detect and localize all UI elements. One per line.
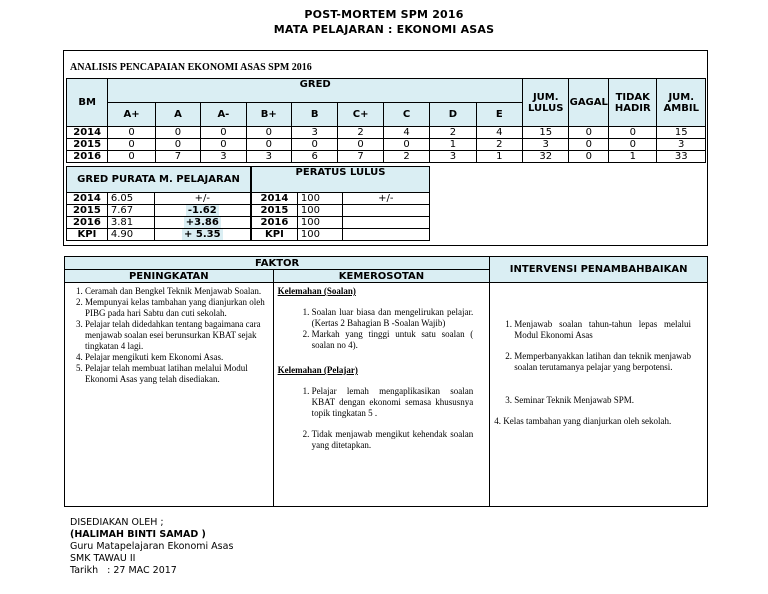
tidak-hadir-count: 0 [609, 127, 657, 139]
grade-count: 1 [430, 139, 476, 151]
prepared-by-label: DISEDIAKAN OLEH ; [70, 517, 164, 528]
table-row [67, 151, 706, 163]
gpmp-value: 6.05 [107, 193, 154, 205]
list-item: 1. Pelajar lemah mengaplikasikan soalan KBAT dengan ekonomi semasa khususnya topik tingkatan 5 . [312, 386, 474, 419]
gagal-count: 0 [569, 151, 609, 163]
year-cell: 2015 [67, 139, 108, 151]
school-name: SMK TAWAU II [70, 553, 136, 564]
lulus-count: 15 [523, 127, 569, 139]
grade-count: 0 [246, 127, 291, 139]
year-cell: 2014 [252, 193, 298, 205]
intervensi-extra: 4. Kelas tambahan yang dianjurkan oleh sekolah. [494, 416, 672, 426]
grade-count: 3 [201, 151, 246, 163]
tidak-hadir-header: TIDAK HADIR [609, 79, 657, 127]
grade-count: 4 [383, 127, 429, 139]
grade-count: 3 [292, 127, 338, 139]
list-item: 1. Menjawab soalan tahun-tahun lepas melalui Modul Ekonomi Asas [514, 319, 691, 341]
kemerosotan-cell [273, 283, 490, 507]
gagal-count: 0 [569, 127, 609, 139]
year-cell: 2014 [67, 127, 108, 139]
list-item: 4. Pelajar mengikuti kem Ekonomi Asas. [85, 352, 269, 363]
kelemahan-soalan-label: Kelemahan (Soalan) [277, 286, 356, 296]
grade-count: 0 [155, 127, 200, 139]
kemerosotan-header: KEMEROSOTAN [273, 270, 490, 283]
intervensi-list [494, 319, 691, 406]
grade-count: 0 [155, 139, 200, 151]
list-item: 2. Tidak menjawab mengikut kehendak soalan yang ditetapkan. [312, 429, 474, 451]
grade-count: 7 [338, 151, 383, 163]
date-value: : 27 MAC 2017 [107, 565, 177, 576]
grade-header: A [155, 103, 200, 127]
analysis-title: ANALISIS PENCAPAIAN EKONOMI ASAS SPM 2016 [70, 62, 312, 73]
intervensi-header: INTERVENSI PENAMBAHBAIKAN [490, 257, 708, 283]
gpmp-value: 4.90 [107, 229, 154, 241]
date-line [70, 565, 177, 577]
grade-count: 0 [108, 139, 155, 151]
list-item: 1. Soalan luar biasa dan mengelirukan pelajar. (Kertas 2 Bahagian B -Soalan Wajib) [312, 307, 474, 329]
grade-count: 3 [246, 151, 291, 163]
year-cell: 2014 [67, 193, 108, 205]
grade-header: D [430, 103, 476, 127]
grade-count: 2 [476, 139, 522, 151]
year-cell: 2015 [67, 205, 108, 217]
gpmp-value: 3.81 [107, 217, 154, 229]
document-subtitle: MATA PELAJARAN : EKONOMI ASAS [273, 23, 495, 36]
gpmp-value: 7.67 [107, 205, 154, 217]
ambil-count: 33 [657, 151, 706, 163]
table-row [67, 127, 706, 139]
grade-count: 0 [201, 127, 246, 139]
year-cell: 2016 [67, 217, 108, 229]
gred-header: GRED [108, 79, 523, 103]
gpmp-diff: -1.62 [187, 205, 217, 216]
list-item: 1. Ceramah dan Bengkel Teknik Menjawab Soalan. [85, 286, 269, 297]
grade-count: 1 [476, 151, 522, 163]
bm-header: BM [67, 79, 108, 127]
grade-count: 0 [108, 127, 155, 139]
grade-header: E [476, 103, 522, 127]
grade-count: 0 [246, 139, 291, 151]
grade-header: B [292, 103, 338, 127]
peningkatan-list [67, 286, 269, 385]
grade-count: 0 [383, 139, 429, 151]
year-cell: 2016 [67, 151, 108, 163]
table-row [67, 139, 706, 151]
faktor-header: FAKTOR [65, 257, 490, 270]
grade-count: 3 [430, 151, 476, 163]
peningkatan-header: PENINGKATAN [65, 270, 274, 283]
preparer-role: Guru Matapelajaran Ekonomi Asas [70, 541, 234, 552]
peratus-value: 100 [297, 205, 342, 217]
lulus-count: 32 [523, 151, 569, 163]
grade-analysis-table [66, 78, 706, 163]
year-cell: 2016 [252, 217, 298, 229]
year-cell: KPI [252, 229, 298, 241]
grade-count: 0 [292, 139, 338, 151]
grade-count: 2 [383, 151, 429, 163]
kelemahan-pelajar-list [278, 386, 474, 451]
grade-count: 0 [338, 139, 383, 151]
grade-count: 2 [338, 127, 383, 139]
list-item: 3. Pelajar telah didedahkan tentang bagaimana cara menjawab soalan esei berunsurkan KBAT sejak tingkatan 4 lagi. [85, 319, 269, 352]
peratus-value: 100 [297, 229, 342, 241]
peningkatan-cell [65, 283, 274, 507]
list-item: 2. Mempunyai kelas tambahan yang dianjurkan oleh PIBG pada hari Sabtu dan cuti sekolah. [85, 297, 269, 319]
grade-header: B+ [246, 103, 291, 127]
peratus-lulus-table [251, 166, 430, 241]
gpmp-header: GRED PURATA M. PELAJARAN [67, 167, 251, 193]
document-title: POST-MORTEM SPM 2016 [304, 8, 464, 21]
grade-count: 0 [108, 151, 155, 163]
grade-header: A- [201, 103, 246, 127]
grade-count: 7 [155, 151, 200, 163]
list-item: 5. Pelajar telah membuat latihan melalui Modul Ekonomi Asas yang telah disediakan. [85, 363, 269, 385]
peratus-pm-label: +/- [342, 193, 429, 205]
lulus-count: 3 [523, 139, 569, 151]
year-cell: 2015 [252, 205, 298, 217]
preparer-name: (HALIMAH BINTI SAMAD ) [70, 529, 206, 540]
grade-header: C [383, 103, 429, 127]
jum-ambil-header: JUM. AMBIL [657, 79, 706, 127]
gagal-header: GAGAL [569, 79, 609, 127]
faktor-table [64, 256, 708, 507]
tidak-hadir-count: 1 [609, 151, 657, 163]
intervensi-cell [490, 283, 708, 507]
gpmp-diff: +3.86 [185, 217, 219, 228]
gpmp-table [66, 166, 251, 241]
ambil-count: 3 [657, 139, 706, 151]
list-item: 2. Markah yang tinggi untuk satu soalan ( soalan no 4). [312, 329, 474, 351]
grade-count: 6 [292, 151, 338, 163]
peratus-header: PERATUS LULUS [252, 167, 430, 193]
peratus-value: 100 [297, 193, 342, 205]
ambil-count: 15 [657, 127, 706, 139]
grade-header: C+ [338, 103, 383, 127]
peratus-value: 100 [297, 217, 342, 229]
grade-count: 0 [201, 139, 246, 151]
year-cell: KPI [67, 229, 108, 241]
kelemahan-soalan-list [278, 307, 474, 351]
list-item: 3. Seminar Teknik Menjawab SPM. [514, 395, 691, 406]
grade-count: 4 [476, 127, 522, 139]
gpmp-diff: + 5.35 [184, 229, 221, 240]
gagal-count: 0 [569, 139, 609, 151]
grade-count: 2 [430, 127, 476, 139]
date-label: Tarikh [70, 565, 99, 576]
gpmp-pm-label: +/- [154, 193, 250, 205]
grade-header: A+ [108, 103, 155, 127]
tidak-hadir-count: 0 [609, 139, 657, 151]
kelemahan-pelajar-label: Kelemahan (Pelajar) [277, 365, 358, 375]
list-item: 2. Memperbanyakkan latihan dan teknik menjawab soalan terutamanya pelajar yang berpotensi. [514, 351, 691, 373]
jum-lulus-header: JUM. LULUS [523, 79, 569, 127]
